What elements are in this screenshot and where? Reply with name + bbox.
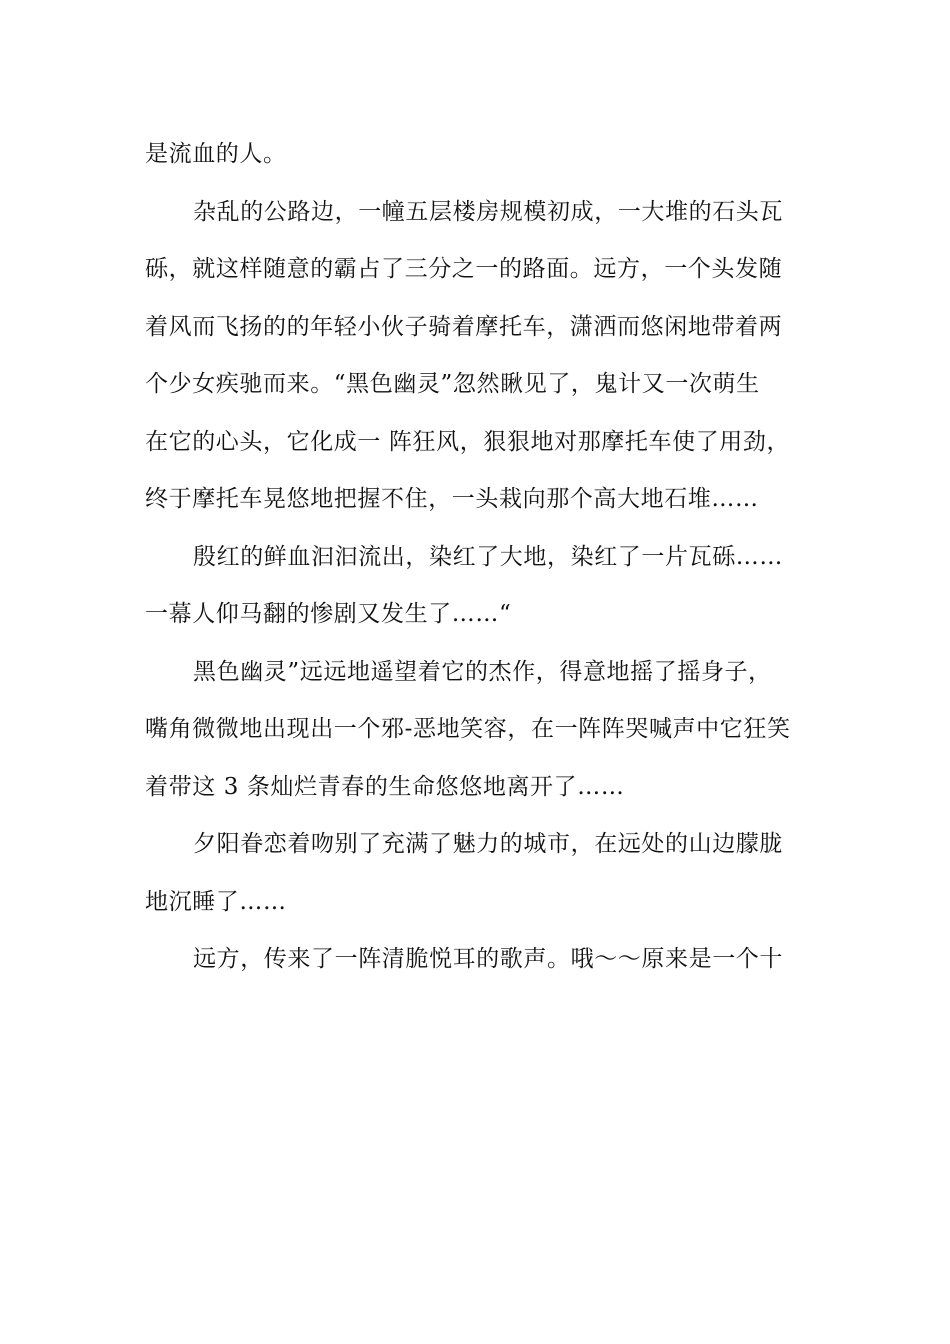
- paragraph-first-line: 殷红的鲜血汩汩流出，染红了大地，染红了一片瓦砾……: [193, 543, 783, 570]
- text-line: 在它的心头，它化成一 阵狂风，狠狠地对那摩托车使了用劲，: [145, 428, 791, 455]
- document-body: [145, 132, 810, 995]
- text-line: 嘴角微微地出现出一个邪-恶地笑容，在一阵阵哭喊声中它狂笑: [145, 716, 791, 742]
- text-line: 个少女疾驰而来。“黑色幽灵”忽然瞅见了，鬼计又一次萌生: [145, 371, 760, 397]
- text-line: 着风而飞扬的的年轻小伙子骑着摩托车，潇洒而悠闲地带着两: [145, 313, 783, 340]
- paragraph-first-line: 黑色幽灵”远远地遥望着它的杰作，得意地摇了摇身子，: [193, 658, 772, 685]
- text-line: 地沉睡了……: [145, 888, 287, 915]
- text-line: 是流血的人。: [145, 141, 287, 167]
- text-line: 着带这 3 条灿烂青春的生命悠悠地离开了……: [145, 773, 625, 800]
- paragraph-first-line: 远方，传来了一阵清脆悦耳的歌声。哦～～原来是一个十: [193, 946, 783, 972]
- paragraph-first-line: 杂乱的公路边，一幢五层楼房规模初成，一大堆的石头瓦: [193, 198, 783, 225]
- paragraph-first-line: 夕阳眷恋着吻别了充满了魅力的城市，在远处的山边朦胧: [193, 831, 783, 857]
- text-line: 一幕人仰马翻的惨剧又发生了……“: [145, 601, 512, 627]
- text-line: 砾，就这样随意的霸占了三分之一的路面。远方，一个头发随: [145, 256, 783, 282]
- text-line: 终于摩托车晃悠地把握不住，一头栽向那个高大地石堆……: [145, 486, 759, 512]
